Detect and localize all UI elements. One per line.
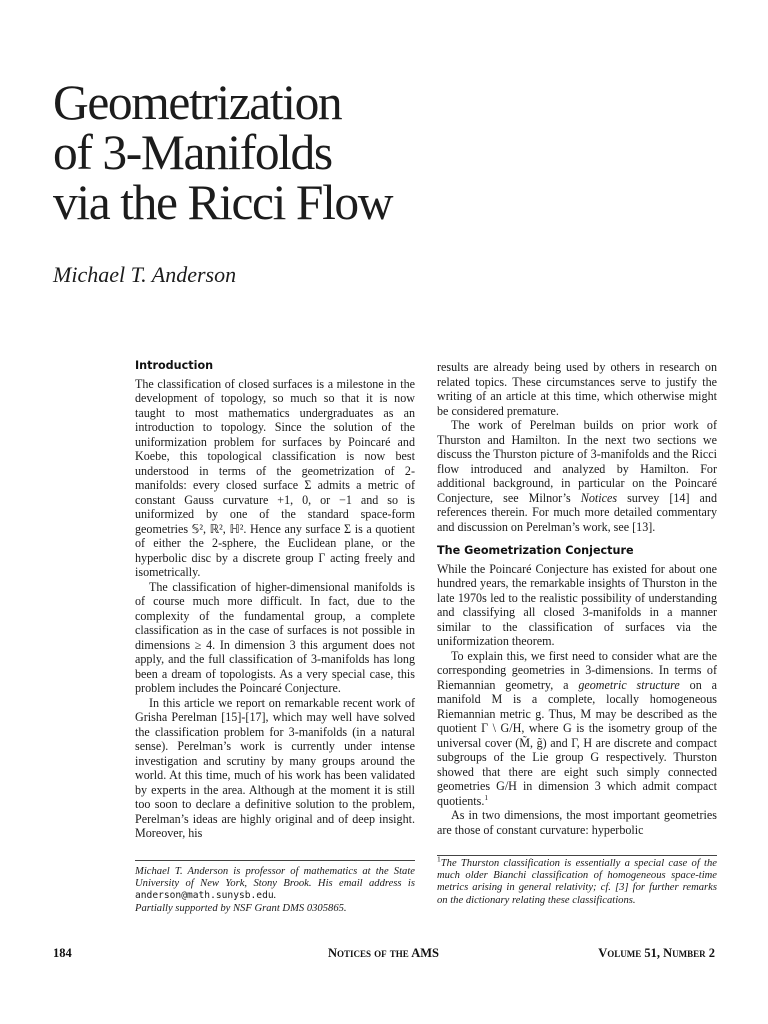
footnote-marker[interactable]: 1	[484, 792, 489, 802]
volume-number: Volume 51, Number 2	[598, 946, 715, 960]
journal-name: Notices of the AMS	[328, 946, 440, 960]
author-affiliation	[135, 866, 415, 903]
article-title	[53, 75, 733, 230]
term-emphasis: geometric structure	[578, 677, 680, 692]
title-line-1: Geometrization	[53, 75, 342, 130]
footnote-rule-right	[437, 855, 717, 856]
footnote-rule-left	[135, 860, 415, 861]
journal-reference: Notices	[580, 490, 618, 505]
affiliation-text: .	[273, 890, 277, 902]
title-line-3: via the Ricci Flow	[53, 175, 393, 230]
page-number: 184	[53, 946, 72, 960]
footnote-1-body	[437, 854, 717, 907]
paragraph	[437, 418, 717, 534]
paragraph-text: on a manifold M is a complete, locally homogeneous Riemannian metric g. Thus, M may be described as the quotient Γ \ G/H, where G is the isometry group of the universal cover (M̃, g̃) and Γ, H are discrete and compact subgroups of the Lie group G respectively. Thurston showed that there are eight such simply connected geometries G/H in dimension 3 which admit compact quotients.	[437, 677, 717, 808]
paragraph: results are already being used by others in research on related topics. These circumstances serve to justify the writing of an article at this time, which otherwise might be considered premature.	[437, 360, 717, 418]
left-column	[135, 359, 415, 841]
paragraph-text: survey [14] and references therein. For much more detailed commentary and discussion on Perelman’s work, see [13].	[437, 490, 717, 534]
paragraph: The classification of higher-dimensional manifolds is of course much more difficult. In fact, due to the complexity of the fundamental group, a complete classification as in the case of surfaces is not possible in dimensions ≥ 4. In dimension 3 this argument does not apply, and the full classification of 3-manifolds has long been a dream of topologists. As a very special case, this problem includes the Poincaré Conjecture.	[135, 579, 415, 695]
grant-note: Partially supported by NSF Grant DMS 0305865.	[135, 902, 347, 914]
footnote-1	[437, 854, 717, 907]
section-heading-geometrization: The Geometrization Conjecture	[437, 544, 634, 557]
footnote-1-text: The Thurston classification is essentially a special case of the much older Bianchi classification of homogeneous space-time metrics arising in general relativity; cf. [3] for further remarks on the dictionary relating these classifications.	[437, 858, 717, 906]
paragraph-text: To explain this, we first need to consider what are the corresponding geometries in 3-dimensions. In terms of Riemannian geometry, a	[437, 648, 717, 692]
author-footnote	[135, 866, 415, 915]
author-name: Michael T. Anderson	[53, 262, 237, 287]
section-heading-introduction: Introduction	[135, 359, 214, 372]
affiliation-text: Michael T. Anderson is professor of mathematics at the State University of New York, Stony Brook. His email address is	[135, 866, 415, 890]
footnote-1-mark: 1	[437, 854, 441, 864]
title-line-2: of 3-Manifolds	[53, 125, 332, 180]
paragraph	[437, 649, 717, 809]
paragraph: While the Poincaré Conjecture has existed for about one hundred years, the remarkable insights of Thurston in the late 1970s led to the realistic possibility of understanding and classifying all closed 3-manifolds in a manner similar to the classification of surfaces via the uniformization theorem.	[437, 561, 717, 648]
paragraph: The classification of closed surfaces is a milestone in the development of topology, so much so that it is now taught to most mathematics undergraduates as an introduction to topology. Since the solution of the uniformization problem for surfaces by Poincaré and Koebe, this topological classification is now best understood in terms of the geometrization of 2-manifolds: every closed surface Σ admits a metric of constant Gauss curvature +1, 0, or −1 and so is uniformized by one of the standard space-form geometries 𝕊², ℝ², ℍ². Hence any surface Σ is a quotient of either the 2-sphere, the Euclidean plane, or the hyperbolic disc by a discrete group Γ acting freely and isometrically.	[135, 376, 415, 579]
paragraph-text: The work of Perelman builds on prior work of Thurston and Hamilton. In the next two sections we discuss the Thurston picture of 3-manifolds and the Ricci flow introduced and analyzed by Hamilton. For additional background, in particular on the Poincaré Conjecture, see Milnor’s	[437, 418, 717, 505]
right-column	[437, 360, 717, 837]
paragraph: In this article we report on remarkable recent work of Grisha Perelman [15]-[17], which may well have solved the classification problem for 3-manifolds (in a natural sense). Perelman’s work is currently under intense investigation and scrutiny by many groups around the world. At this time, much of his work has been validated by experts in the area. Although at the moment it is still too soon to declare a definitive solution to the problem, Perelman’s ideas are highly original and of deep insight. Moreover, his	[135, 695, 415, 840]
email-address[interactable]: anderson@math.sunysb.edu	[135, 890, 274, 902]
paragraph: As in two dimensions, the most important geometries are those of constant curvature: hyperbolic	[437, 808, 717, 837]
